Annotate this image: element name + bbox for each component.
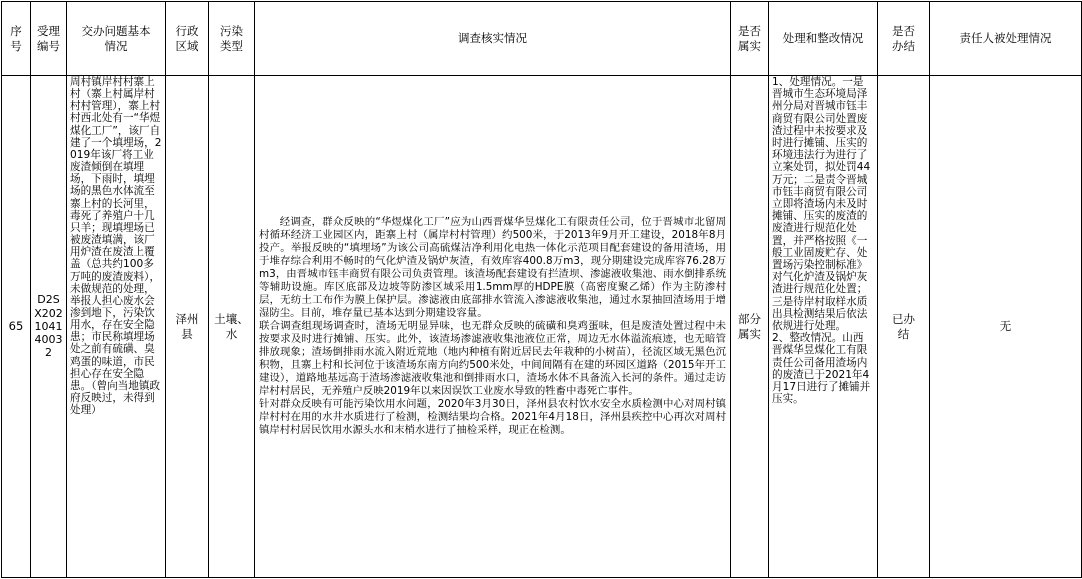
row-rectification xyxy=(769,76,878,578)
header-verified: 是否属实 xyxy=(731,2,769,76)
header-investigation: 调查核实情况 xyxy=(255,2,731,76)
investigation-paragraph-1: 经调查，群众反映的“华煜煤化工厂”应为山西晋煤华昱煤化工有限责任公司，位于晋城市北留周村循环经济工业园区内，距寨上村（属岸村村管理）约500米，于2013年9月开工建设，2018年8月投产。举报反映的“填埋场”为该公司高硫煤洁净利用化电热一体化示范项目配套建设的备用渣场，用于堆存综合利用不畅时的气化炉渣及锅炉灰渣，有效库容400.8万m3，现分期建设完成库容76.28万m3，由晋城市钰丰商贸有限公司负责管理。该渣场配套建设有拦渣坝、渗滤液收集池、雨水倒排系统等辅助设施。库区底部及边坡等防渗区域采用1.5mm厚的HDPE膜（高密度聚乙烯）作为主防渗村层，无纺土工布作为膜上保护层。渗滤液由底部排水管流入渗滤液收集池，通过水泵抽回渣场用于增湿防尘。目前，堆存量已基本达到分期建设容量。 xyxy=(259,216,726,320)
row-case-no: D2SX20210414003 2 xyxy=(31,76,67,578)
row-seq: 65 xyxy=(2,76,31,578)
header-closed: 是否办结 xyxy=(878,2,930,76)
investigation-paragraph-3: 针对群众反映有可能污染饮用水问题，2020年3月30日，泽州县农村饮水安全水质检测中心对周村镇岸村村在用的水井水质进行了检测，检测结果均合格。2021年4月18日，泽州县疾控中心再次对周村镇岸村村居民饮用水源头水和末梢水进行了抽检采样，现正在检测。 xyxy=(259,397,726,436)
rectification-paragraph-1: 1、处理情况。一是晋城市生态环境局泽州分局对晋城市钰丰商贸有限公司处置废渣过程中未按要求及时进行摊铺、压实的环境违法行为进行了立案处罚，拟处罚44万元；二是责令晋城市钰丰商贸有限公司立即将渣场内未及时摊铺、压实的废渣的废渣进行规范化处置，并严格按照《一般工业固废贮存、处置场污染控制标准》对气化炉渣及锅炉灰渣进行规范化处置；三是待岸村取样水质出具检测结果后依法依规进行处理。 xyxy=(772,76,871,333)
row-closed: 已办结 xyxy=(878,76,930,578)
row-district: 泽州县 xyxy=(166,76,209,578)
row-verified: 部分属实 xyxy=(731,76,769,578)
row-investigation xyxy=(255,76,731,578)
row-accountability: 无 xyxy=(930,76,1082,578)
header-district: 行政区域 xyxy=(166,2,209,76)
investigation-paragraph-2: 联合调查组现场调查时，渣场无明显异味，也无群众反映的硫磺和臭鸡蛋味，但是废渣处置过程中未按要求及时进行摊铺、压实。此外，该渣场渗滤液收集池液位正常，周边无水体溢流痕迹，也无暗管排放现象；渣场倒排雨水流入附近荒地（地内种植有附近居民去年栽种的小树苗），径流区域无黑色沉积物，且寨上村和长河位于该渣场东南方向约500米处，中间间隔有在建的环园区道路（2015年开工建设），道路地基远高于渣场渗滤液收集池和倒排雨水口，渣场水体不具备流入长河的条件。通过走访岸村村居民，无养殖户反映2019年以来因误饮工业废水导致的牲畜中毒死亡事件。 xyxy=(259,320,726,397)
header-complaint: 交办问题基本情况 xyxy=(67,2,166,76)
header-rectification: 处理和整改情况 xyxy=(769,2,878,76)
header-accountability: 责任人被处理情况 xyxy=(930,2,1082,76)
rectification-paragraph-2: 2、整改情况。山西晋煤华昱煤化工有限责任公司备用渣场内的废渣已于2021年4月17日进行了摊铺并压实。 xyxy=(772,332,871,406)
row-complaint: 周村镇岸村村寨上村（寨上村属岸村村村管理），寨上村村西北处有一“华煜煤化工厂”，该厂自建了一个填埋场，2019年该厂将工业废渣倾倒在填埋场，下雨时，填埋场的黑色水体流至寨上村的长河里，毒死了养殖户十几只羊；现填埋场已被废渣填满，该厂用炉渣在废渣上覆盖（总共约100多万吨的废渣废料），未做规范的处理，举报人担心废水会渗到地下，污染饮用水，存在安全隐患；市民称填埋场处之前有硫磺、臭鸡蛋的味道，市民担心存在安全隐患。（曾向当地镇政府反映过，未得到处理） xyxy=(67,76,166,578)
table-row xyxy=(2,76,1082,578)
header-seq: 序号 xyxy=(2,2,31,76)
supervision-case-table xyxy=(1,1,1082,578)
header-pollution-type: 污染类型 xyxy=(209,2,255,76)
header-row xyxy=(2,2,1082,76)
row-pollution-type: 土壤、水 xyxy=(209,76,255,578)
header-case-no: 受理编号 xyxy=(31,2,67,76)
